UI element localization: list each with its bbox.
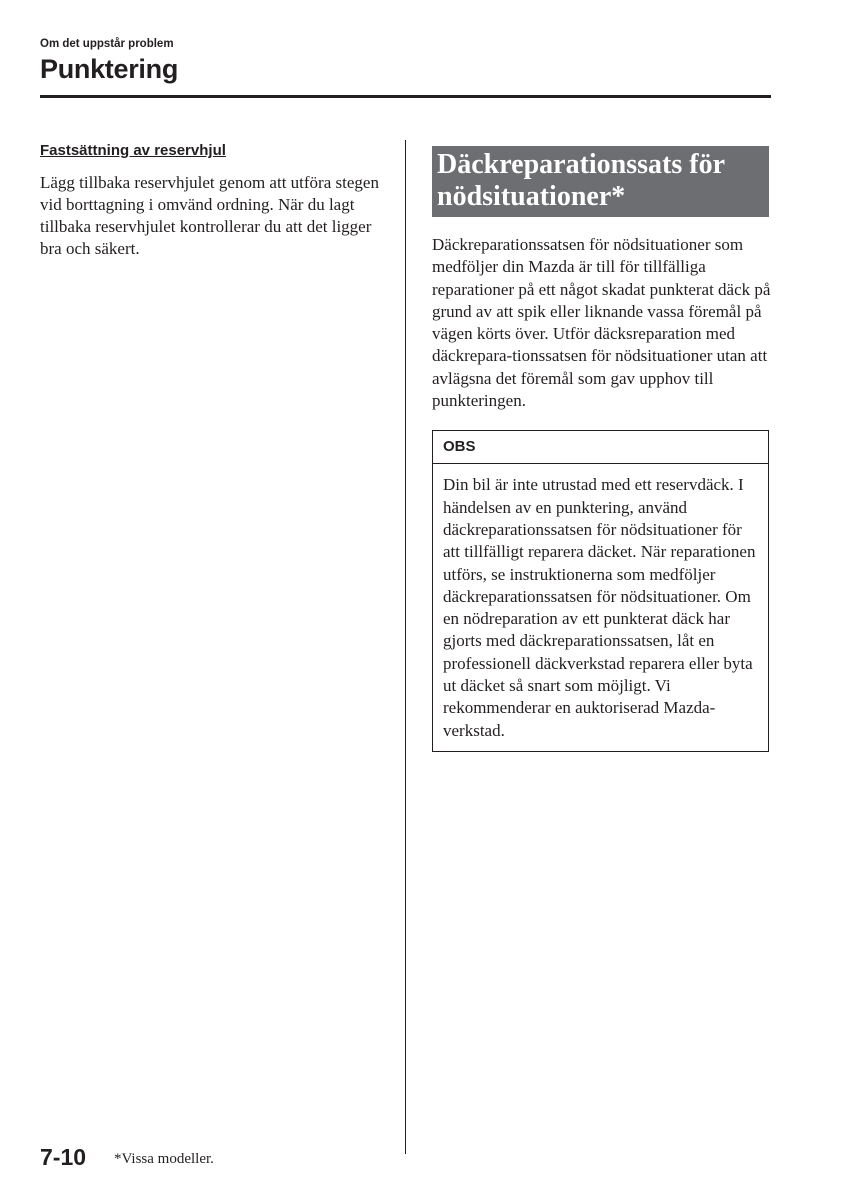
- repair-kit-intro: Däckreparationssatsen för nödsituationer som medföljer din Mazda är till för tillfälliga reparationer på ett något skadat punkterat däck på grund av att spik eller liknande vassa föremål på vägen körts över. Utför däcksreparation med däckrepara-tionssatsen för nödsituationer utan att avlägsna det föremål som gav upphov till punkteringen.: [432, 235, 771, 411]
- spare-wheel-paragraph: Lägg tillbaka reservhjulet genom att utföra stegen vid borttagning i omvänd ordning. När du lagt tillbaka reservhjulet kontrollerar du att det ligger bra och säkert.: [40, 173, 379, 258]
- repair-kit-heading: Däckreparationssats för nödsituationer*: [432, 146, 769, 217]
- title-rule: [40, 95, 771, 98]
- spare-wheel-subheading: Fastsättning av reservhjul: [40, 142, 226, 159]
- left-column: [40, 140, 390, 260]
- obs-notice-box: [432, 430, 769, 752]
- obs-title: OBS: [433, 431, 768, 464]
- footnote: *Vissa modeller.: [114, 1151, 214, 1167]
- obs-body: Din bil är inte utrustad med ett reservdäck. I händelsen av en punktering, använd däckreparationssatsen för nödsituationer för att tillfälligt reparera däcket. När reparationen utförs, se instruktionerna som medföljer däckreparationssatsen för nödsituationer. Om en nödreparation av ett punkterat däck har gjorts med däckreparationssatsen, låt en professionell däckverkstad reparera eller byta ut däcket så snart som möjligt. Vi rekommenderar en auktoriserad Mazda-verkstad.: [443, 475, 756, 740]
- column-divider: [405, 140, 406, 1154]
- chapter-title: Punktering: [40, 54, 179, 84]
- page-number: 7-10: [40, 1144, 87, 1170]
- right-column: [432, 146, 772, 752]
- section-label: Om det uppstår problem: [40, 38, 174, 50]
